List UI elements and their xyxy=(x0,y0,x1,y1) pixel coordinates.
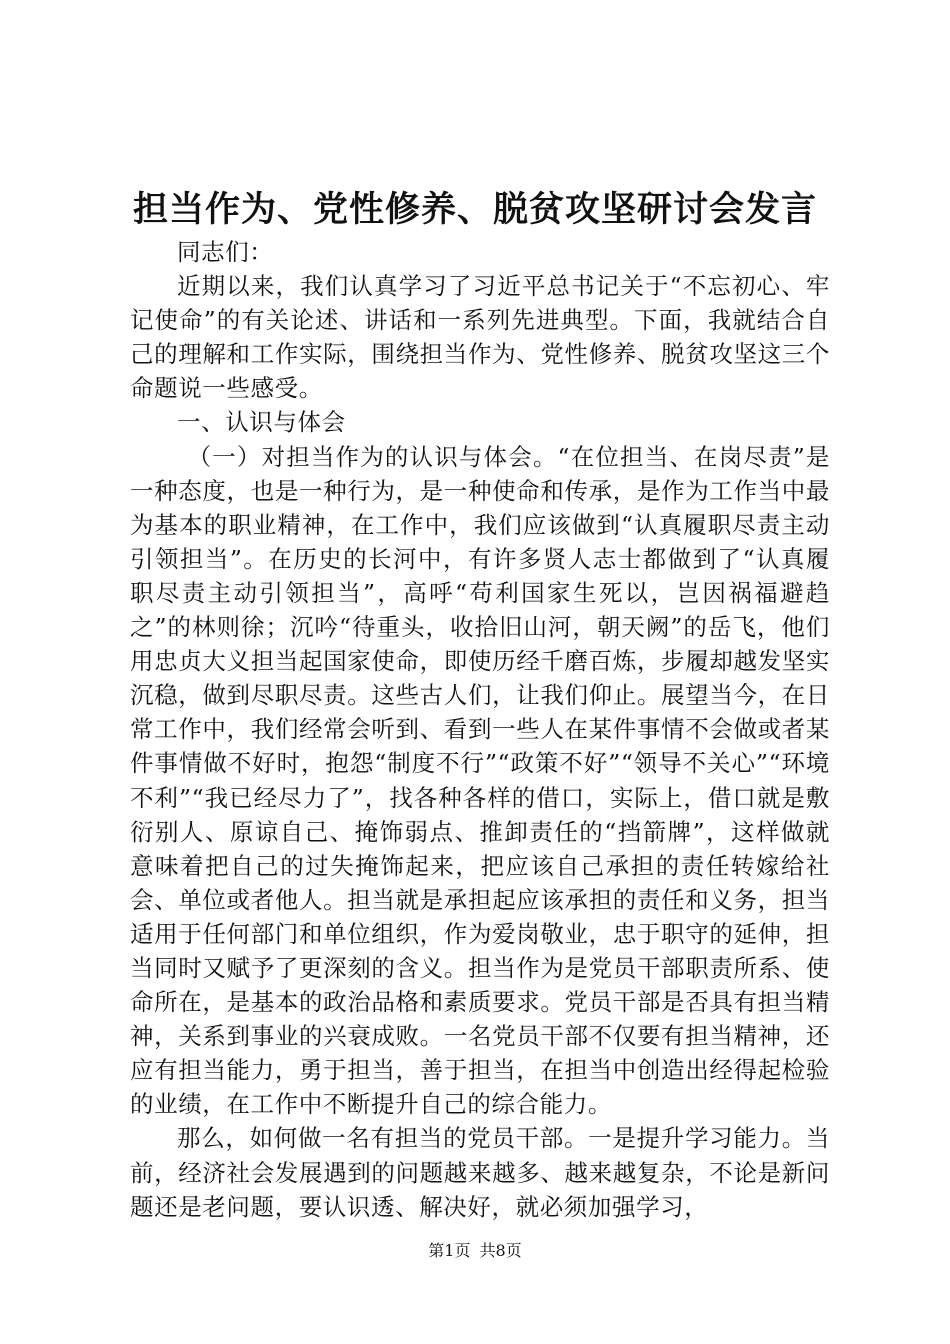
page-footer xyxy=(0,1240,950,1262)
subsection-paragraph: （一）对担当作为的认识与体会。“在位担当、在岗尽责”是一种态度，也是一种行为，是一种使命和传承，是作为工作当中最为基本的职业精神，在工作中，我们应该做到“认真履职尽责主动引领担当”。在历史的长河中，有许多贤人志士都做到了“认真履职尽责主动引领担当”，高呼“苟利国家生死以，岂因祸福避趋之”的林则徐；沉吟“待重头，收拾旧山河，朝天阙”的岳飞，他们用忠贞大义担当起国家使命，即使历经千磨百炼，步履却越发坚实沉稳，做到尽职尽责。这些古人们，让我们仰止。展望当今，在日常工作中，我们经常会听到、看到一些人在某件事情不会做或者某件事情做不好时，抱怨“制度不行”“政策不好”“领导不关心”“环境不利”“我已经尽力了”，找各种各样的借口，实际上，借口就是敷衍别人、原谅自己、掩饰弱点、推卸责任的“挡箭牌”，这样做就意味着把自己的过失掩饰起来，把应该自己承担的责任转嫁给社会、单位或者他人。担当就是承担起应该承担的责任和义务，担当适用于任何部门和单位组织，作为爱岗敬业，忠于职守的延伸，担当同时又赋予了更深刻的含义。担当作为是党员干部职责所系、使命所在，是基本的政治品格和素质要求。党员干部是否具有担当精神，关系到事业的兴衰成败。一名党员干部不仅要有担当精神，还应有担当能力，勇于担当，善于担当，在担当中创造出经得起检验的业绩，在工作中不断提升自己的综合能力。 xyxy=(130,442,830,1119)
salutation-paragraph: 同志们： xyxy=(177,238,274,266)
page-number: 第1页 xyxy=(428,1241,471,1260)
intro-paragraph: 近期以来，我们认真学习了习近平总书记关于“不忘初心、牢记使命”的有关论述、讲话和一系列先进典型。下面，我就结合自己的理解和工作实际，围绕担当作为、党性修养、脱贫攻坚这三个命题说一些感受。 xyxy=(130,272,830,403)
section-heading: 一、认识与体会 xyxy=(177,408,346,437)
document-title: 担当作为、党性修养、脱贫攻坚研讨会发言 xyxy=(132,189,817,230)
body-paragraph: 那么，如何做一名有担当的党员干部。一是提升学习能力。当前，经济社会发展遇到的问题越来越多、越来越复杂，不论是新问题还是老问题，要认识透、解决好，就必须加强学习， xyxy=(130,1124,830,1221)
document-body xyxy=(130,235,830,1224)
page-total: 共8页 xyxy=(479,1241,522,1260)
